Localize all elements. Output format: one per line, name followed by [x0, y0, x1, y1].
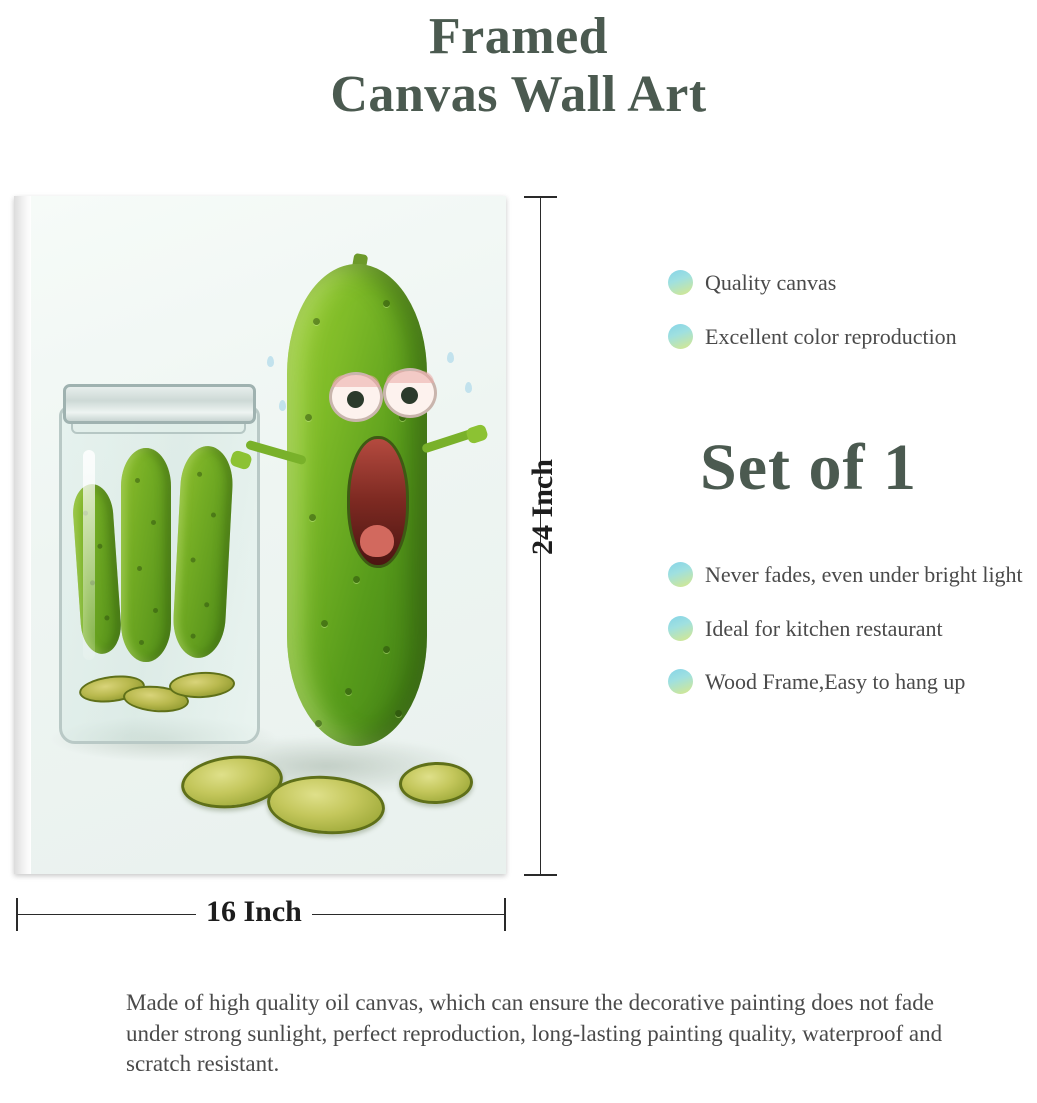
feature-item	[668, 268, 1037, 298]
jar-slices	[75, 660, 235, 712]
jar-pickle-2	[121, 448, 171, 662]
width-dimension-cap-right	[504, 898, 506, 931]
pickle-mouth	[347, 436, 409, 568]
bullet-dot-icon	[668, 562, 693, 587]
product-artwork	[14, 196, 506, 874]
bullet-dot-icon	[668, 669, 693, 694]
floor-slice-3	[398, 761, 473, 806]
jar-lid	[63, 384, 256, 424]
page-title	[0, 8, 1037, 124]
sweat-drop-icon	[447, 352, 454, 363]
width-dimension-label: 16 Inch	[196, 895, 312, 929]
screaming-pickle-character	[261, 236, 451, 756]
pickle-right-eye	[383, 368, 437, 418]
pickle-right-hand	[465, 423, 489, 444]
set-count-heading: Set of 1	[700, 431, 917, 504]
pickle-body	[287, 264, 427, 746]
feature-item	[668, 560, 1037, 590]
bullet-dot-icon	[668, 616, 693, 641]
canvas-frame	[14, 196, 506, 874]
height-dimension-label-wrap	[498, 460, 588, 580]
sweat-drop-icon	[279, 400, 286, 411]
height-dimension-label: 24 Inch	[526, 459, 559, 555]
feature-label: Excellent color reproduction	[705, 323, 957, 349]
sweat-drop-icon	[267, 356, 274, 367]
feature-label: Quality canvas	[705, 270, 837, 295]
feature-item	[668, 614, 1037, 644]
feature-list-bottom	[668, 560, 1037, 721]
artwork-scene	[31, 196, 506, 874]
feature-item	[668, 322, 1037, 352]
feature-label: Never fades, even under bright light	[705, 562, 1023, 587]
sweat-drop-icon	[465, 382, 472, 393]
product-description: Made of high quality oil canvas, which can ensure the decorative painting does not fade under strong sunlight, perfect reproduction, long-lasting painting quality, waterproof and scratch resistant.	[126, 990, 943, 1077]
feature-label: Ideal for kitchen restaurant	[705, 615, 943, 641]
bullet-dot-icon	[668, 324, 693, 349]
height-dimension-cap-bottom	[524, 874, 557, 876]
feature-label: Wood Frame,Easy to hang up	[705, 669, 966, 695]
jar-glass-highlight	[83, 450, 95, 660]
canvas-wrapped-edge	[14, 196, 31, 874]
title-line-1: Framed	[428, 8, 609, 65]
height-dimension-cap-top	[524, 196, 557, 198]
bullet-dot-icon	[668, 270, 693, 295]
title-line-2: Canvas Wall Art	[330, 66, 707, 124]
width-dimension-cap-left	[16, 898, 18, 931]
pickle-left-eye	[329, 372, 383, 422]
pickle-jar	[59, 376, 254, 738]
feature-item	[668, 667, 1037, 697]
feature-list-top	[668, 268, 1037, 375]
